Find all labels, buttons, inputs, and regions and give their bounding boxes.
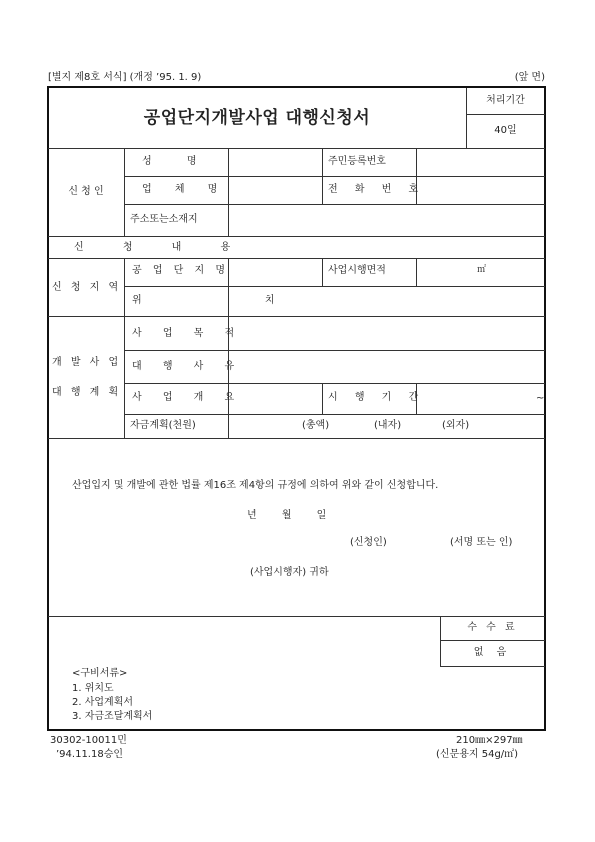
- addressee: (사업시행자) 귀하: [250, 567, 329, 578]
- fee-label: 수 수 료: [467, 622, 518, 633]
- application-content-header: 신 청 내 용: [74, 242, 249, 253]
- phone-label: 전 화 번 호: [328, 184, 426, 195]
- attachment-item: 1. 위치도: [72, 683, 114, 694]
- declaration-text: 산업입지 및 개발에 관한 법률 제16조 제4항의 규정에 의하여 위와 같이 신청합니다.: [72, 480, 439, 491]
- fee-value: 없 음: [473, 647, 512, 658]
- position-label: 위 치: [132, 295, 335, 306]
- processing-period-label: 처리기간: [486, 95, 525, 106]
- footer-approval: ’94.11.18승인: [56, 749, 124, 760]
- location-section-label: 신 청 지 역: [52, 282, 122, 293]
- plan-section-label-2: 대 행 계 획: [52, 387, 122, 398]
- applicant-section-label: 신 청 인: [68, 186, 104, 197]
- applicant-sign-label: (신청인): [350, 537, 387, 548]
- form-title: 공업단지개발사업 대행신청서: [143, 108, 371, 128]
- funding-foreign: (외자): [442, 420, 470, 431]
- period-tilde: ~: [536, 393, 545, 404]
- project-area-label: 사업시행면적: [328, 265, 386, 276]
- funding-domestic: (내자): [374, 420, 402, 431]
- attachment-item: 3. 자금조달계획서: [72, 711, 153, 722]
- overview-label: 사 업 개 요: [132, 392, 244, 403]
- area-unit: ㎡: [477, 265, 487, 275]
- site-name-label: 공 업 단 지 명: [132, 265, 230, 276]
- attachments-title: <구비서류>: [72, 668, 128, 679]
- funding-total: (총액): [302, 420, 330, 431]
- plan-section-label-1: 개 발 사 업: [52, 357, 122, 368]
- period-label: 시 행 기 간: [328, 392, 426, 403]
- address-label: 주소또는소재지: [130, 214, 198, 225]
- attachment-item: 2. 사업계획서: [72, 697, 134, 708]
- form-frame: [47, 86, 546, 731]
- processing-period-value: 40일: [494, 125, 517, 136]
- page-side-label: (앞 면): [514, 72, 545, 83]
- resident-number-label: 주민등록번호: [328, 156, 386, 167]
- footer-paper: (신문용지 54g/㎡): [436, 749, 519, 760]
- signature-label: (서명 또는 인): [450, 537, 513, 548]
- reason-label: 대 행 사 유: [132, 361, 244, 372]
- date-line: 년 월 일: [247, 510, 327, 521]
- funding-plan-label: 자금계획(천원): [130, 420, 196, 431]
- company-name-label: 업 체 명: [142, 184, 228, 195]
- name-label: 성 명: [142, 156, 213, 167]
- footer-code: 30302-10011민: [50, 735, 127, 746]
- purpose-label: 사 업 목 적: [132, 328, 244, 339]
- form-number: [별지 제8호 서식] (개정 ’95. 1. 9): [48, 72, 202, 83]
- footer-size: 210㎜×297㎜: [456, 735, 523, 746]
